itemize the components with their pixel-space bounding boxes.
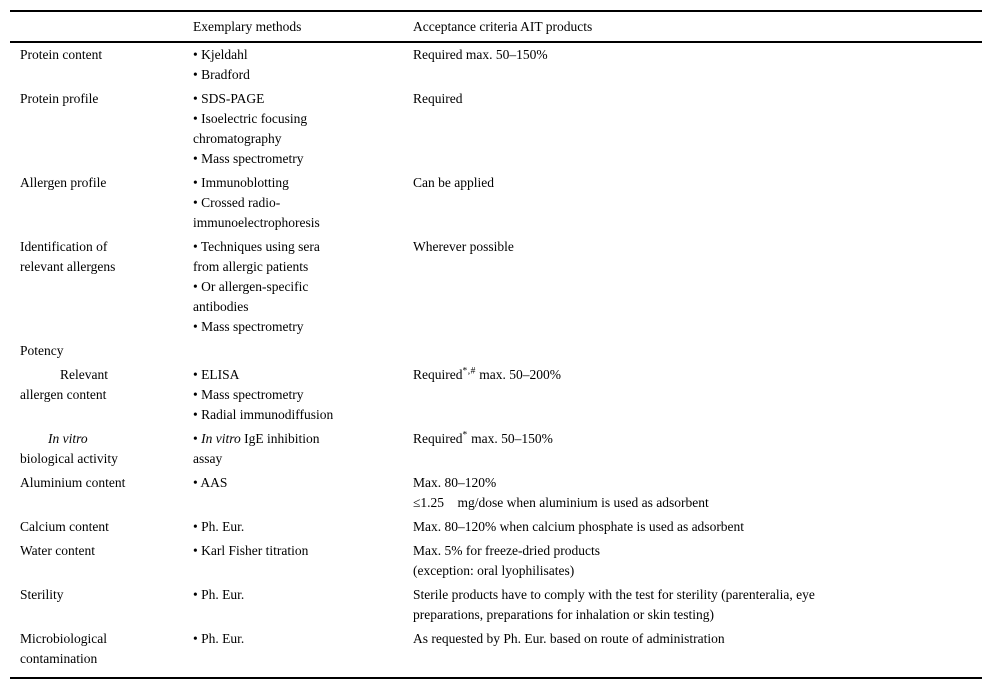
criteria-main: Required <box>413 431 463 446</box>
criteria-text: Max. 80–120% <box>413 475 497 490</box>
row-potency-section <box>10 341 982 365</box>
method-item-wrap: from allergic patients <box>193 259 309 274</box>
row-methods-cell <box>193 473 413 513</box>
row-calcium-content <box>10 517 982 541</box>
row-allergen-profile <box>10 173 982 237</box>
row-methods-cell <box>193 429 413 469</box>
row-criteria-cell <box>413 365 982 425</box>
row-label-cell <box>10 629 193 669</box>
row-label-cell <box>10 517 193 537</box>
row-criteria-cell <box>413 429 982 469</box>
row-label-cell <box>10 45 193 85</box>
method-item: • Ph. Eur. <box>193 631 245 646</box>
method-item-wrap: antibodies <box>193 299 249 314</box>
criteria-text: Required max. 50–150% <box>413 47 548 62</box>
criteria-text: Max. 80–120% when calcium phosphate is used as adsorbent <box>413 519 745 534</box>
criteria-text: Can be applied <box>413 175 494 190</box>
row-criteria-cell <box>413 541 982 581</box>
row-label-wrap: relevant allergens <box>20 259 116 274</box>
method-item: • Bradford <box>193 67 250 82</box>
method-item-wrap: chromatography <box>193 131 282 146</box>
row-label-cell <box>10 365 193 425</box>
row-methods-cell <box>193 237 413 337</box>
row-criteria-cell <box>413 473 982 513</box>
row-label: Calcium content <box>20 519 109 534</box>
method-item: • ELISA <box>193 367 240 382</box>
header-blank-cell <box>10 17 193 37</box>
row-label: Water content <box>20 543 96 558</box>
row-label-cell <box>10 429 193 469</box>
criteria-text: Sterile products have to comply with the test for sterility (parenteralia, eye <box>413 587 815 602</box>
row-in-vitro-biological-activity <box>10 429 982 473</box>
method-item: • Ph. Eur. <box>193 519 245 534</box>
section-label: Potency <box>20 343 64 358</box>
method-item: • AAS <box>193 475 228 490</box>
row-microbiological-contamination <box>10 629 982 673</box>
row-protein-content <box>10 45 982 89</box>
row-methods-cell <box>193 341 413 361</box>
criteria-text: As requested by Ph. Eur. based on route of administration <box>413 631 725 646</box>
row-identification-of-relevant-allergens <box>10 237 982 341</box>
row-label-cell <box>10 89 193 169</box>
row-label-cell <box>10 237 193 337</box>
row-criteria-cell <box>413 629 982 669</box>
row-criteria-cell <box>413 585 982 625</box>
criteria-text-wrap: preparations, preparations for inhalation or skin testing) <box>413 607 715 622</box>
header-exemplary-methods: Exemplary methods <box>193 19 302 34</box>
method-item: • Mass spectrometry <box>193 319 304 334</box>
criteria-text: Max. 5% for freeze-dried products <box>413 543 601 558</box>
criteria-rest: max. 50–150% <box>467 431 553 446</box>
row-aluminium-content <box>10 473 982 517</box>
row-label: Aluminium content <box>20 475 126 490</box>
row-label: Sterility <box>20 587 64 602</box>
criteria-main: Required <box>413 367 463 382</box>
row-methods-cell <box>193 629 413 669</box>
method-rest: IgE inhibition <box>240 431 320 446</box>
method-item: • Mass spectrometry <box>193 151 304 166</box>
row-label-cell <box>10 585 193 625</box>
row-methods-cell <box>193 585 413 625</box>
row-label: Relevant <box>60 367 108 382</box>
row-label-cell <box>10 341 193 361</box>
row-sterility <box>10 585 982 629</box>
method-item: • Ph. Eur. <box>193 587 245 602</box>
row-criteria-cell <box>413 173 982 233</box>
method-item: • SDS-PAGE <box>193 91 265 106</box>
row-label: Microbiological <box>20 631 107 646</box>
row-methods-cell <box>193 517 413 537</box>
criteria-rest: max. 50–200% <box>475 367 561 382</box>
row-label-cell <box>10 473 193 513</box>
method-item: • Immunoblotting <box>193 175 289 190</box>
row-label-italic: In vitro <box>48 431 88 446</box>
row-label-cell <box>10 541 193 581</box>
criteria-text: Required <box>413 91 463 106</box>
method-item: • Techniques using sera <box>193 239 320 254</box>
quality-criteria-table <box>10 10 982 679</box>
row-label: Identification of <box>20 239 108 254</box>
method-item: • Kjeldahl <box>193 47 248 62</box>
criteria-superscript: *,# <box>462 366 476 377</box>
method-item: • Mass spectrometry <box>193 387 304 402</box>
row-criteria-cell <box>413 237 982 337</box>
table-header-row <box>10 12 982 43</box>
criteria-text: (exception: oral lyophilisates) <box>413 563 575 578</box>
row-methods-cell <box>193 541 413 581</box>
method-item <box>193 429 401 449</box>
row-label: Protein profile <box>20 91 99 106</box>
method-item: • Crossed radio- <box>193 195 281 210</box>
criteria-text <box>413 429 976 449</box>
method-item: • Isoelectric focusing <box>193 111 308 126</box>
row-label: Protein content <box>20 47 103 62</box>
row-relevant-allergen-content <box>10 365 982 429</box>
method-item-wrap: immunoelectrophoresis <box>193 215 320 230</box>
row-label-cell <box>10 173 193 233</box>
row-label: Allergen profile <box>20 175 107 190</box>
row-criteria-cell <box>413 341 982 361</box>
row-methods-cell <box>193 45 413 85</box>
row-criteria-cell <box>413 89 982 169</box>
method-bullet: • <box>193 431 202 446</box>
criteria-text: Wherever possible <box>413 239 514 254</box>
row-methods-cell <box>193 173 413 233</box>
row-label-wrap: biological activity <box>20 451 118 466</box>
row-water-content <box>10 541 982 585</box>
row-label-wrap: allergen content <box>20 387 107 402</box>
criteria-superscript: * <box>462 430 468 441</box>
criteria-text: ≤1.25 mg/dose when aluminium is used as adsorbent <box>413 495 709 510</box>
criteria-text <box>413 365 976 385</box>
row-criteria-cell <box>413 45 982 85</box>
row-methods-cell <box>193 89 413 169</box>
table-body <box>10 43 982 677</box>
row-criteria-cell <box>413 517 982 537</box>
row-label-wrap: contamination <box>20 651 98 666</box>
method-italic: In vitro <box>201 431 241 446</box>
method-item: • Radial immunodiffusion <box>193 407 334 422</box>
row-protein-profile <box>10 89 982 173</box>
header-acceptance-criteria: Acceptance criteria AIT products <box>413 19 593 34</box>
method-item: • Karl Fisher titration <box>193 543 309 558</box>
method-item-wrap: assay <box>193 451 223 466</box>
row-methods-cell <box>193 365 413 425</box>
method-item: • Or allergen-specific <box>193 279 309 294</box>
